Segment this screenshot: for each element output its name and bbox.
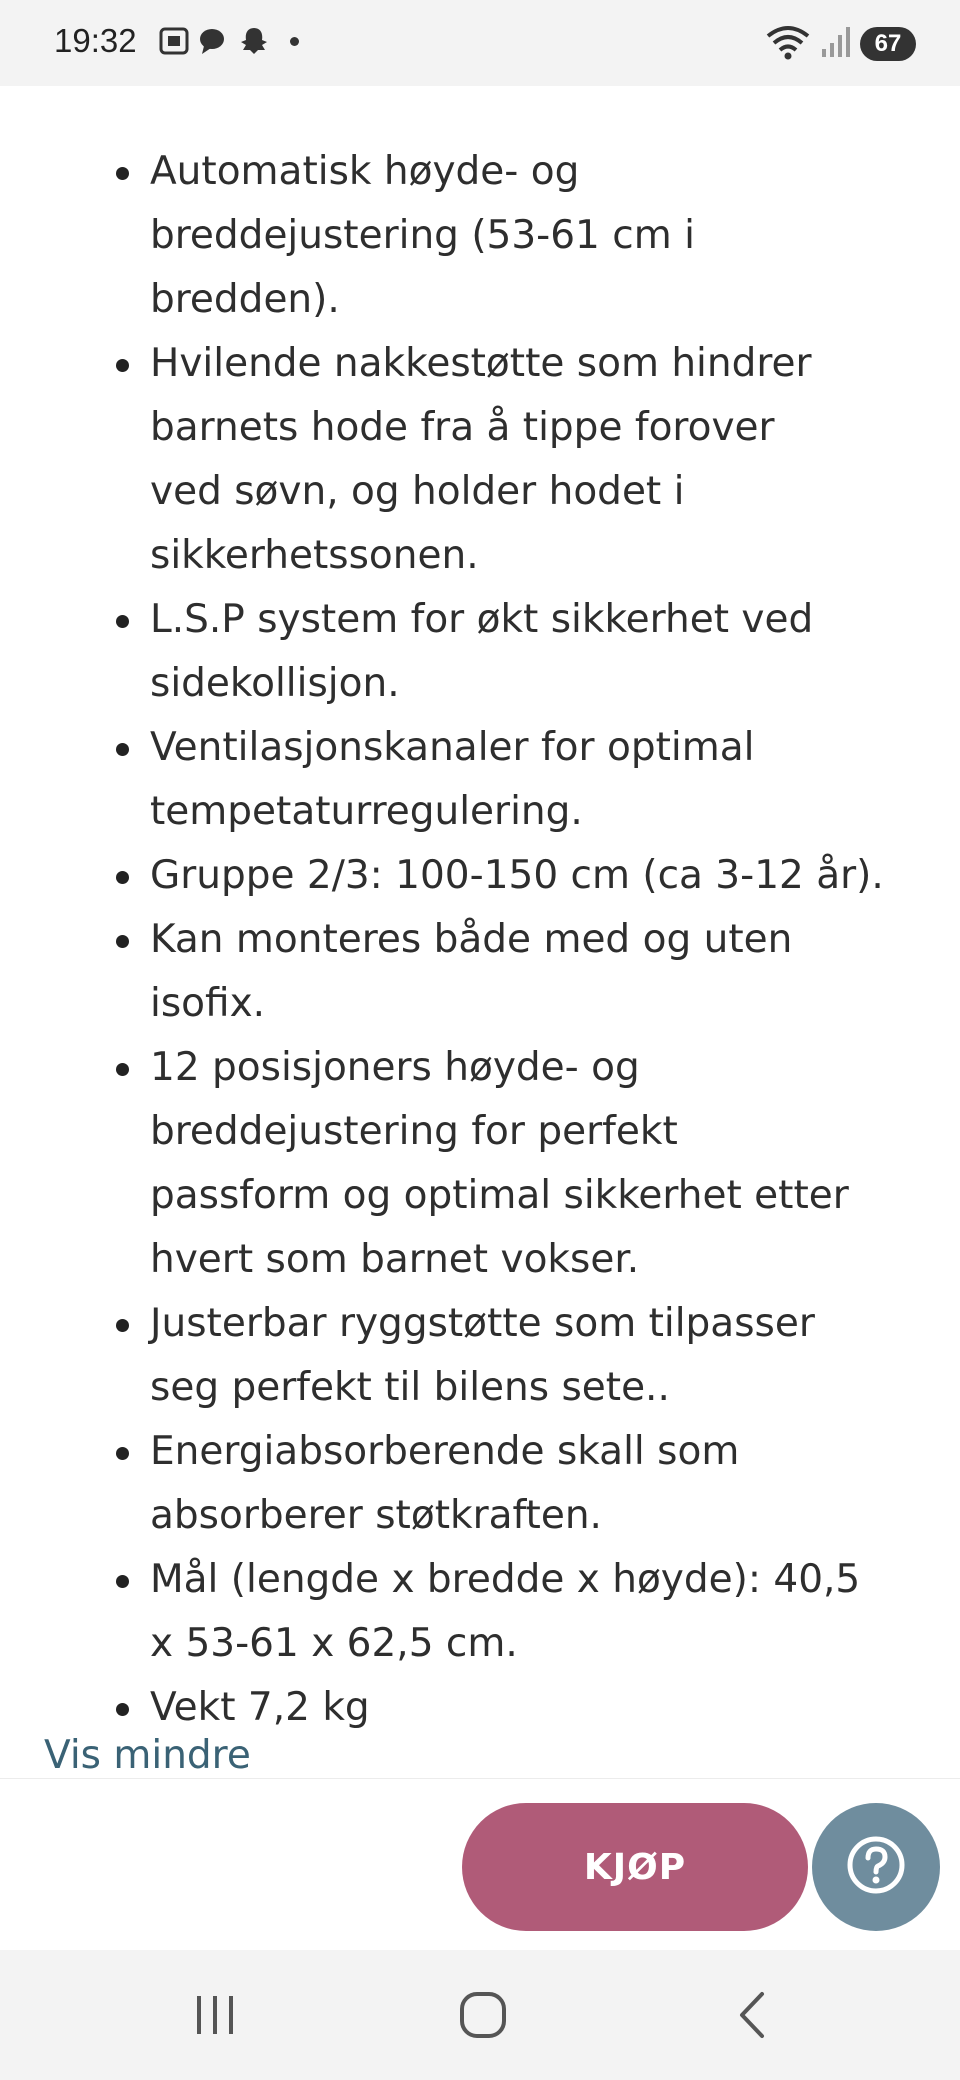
feature-text-line: passform og optimal sikkerhet etter (150, 1173, 849, 1218)
feature-item (0, 1292, 960, 1420)
screenshot-icon (158, 26, 190, 56)
feature-text-line: barnets hode fra å tippe forover (150, 405, 775, 450)
feature-text-line: Vekt 7,2 kg (150, 1685, 370, 1730)
feature-text-line: seg perfekt til bilens sete.. (150, 1365, 670, 1410)
feature-item (0, 1420, 960, 1548)
bullet-icon (116, 743, 129, 756)
feature-text-line: hvert som barnet vokser. (150, 1237, 640, 1282)
notification-dot (290, 37, 299, 46)
feature-text-line: Energiabsorberende skall som (150, 1429, 740, 1474)
feature-text-line: absorberer støtkraften. (150, 1493, 602, 1538)
bullet-icon (116, 871, 129, 884)
feature-list (0, 140, 960, 1740)
chat-icon (198, 26, 230, 56)
buy-button[interactable]: KJØP (462, 1803, 808, 1931)
feature-text-line: breddejustering for perfekt (150, 1109, 678, 1154)
status-time: 19:32 (54, 22, 137, 59)
bullet-icon (116, 615, 129, 628)
status-icons-left (158, 26, 299, 56)
status-bar (0, 0, 960, 86)
feature-text-line: breddejustering (53-61 cm i (150, 213, 695, 258)
feature-text-line: isofix. (150, 981, 266, 1026)
feature-item (0, 908, 960, 1036)
status-icons-right (766, 24, 916, 64)
feature-text-line: bredden). (150, 277, 340, 322)
bullet-icon (116, 1063, 129, 1076)
back-icon[interactable] (728, 1990, 778, 2040)
feature-text-line: Ventilasjonskanaler for optimal (150, 725, 755, 770)
feature-text-line: Automatisk høyde- og (150, 149, 580, 194)
feature-text-line: tempetaturregulering. (150, 789, 583, 834)
question-icon (841, 1830, 911, 1904)
feature-item (0, 140, 960, 332)
feature-text-line: Gruppe 2/3: 100-150 cm (ca 3-12 år). (150, 853, 884, 898)
product-description (0, 86, 960, 1778)
bullet-icon (116, 1575, 129, 1588)
feature-item (0, 588, 960, 716)
battery-indicator: 67 (860, 27, 916, 61)
feature-text-line: L.S.P system for økt sikkerhet ved (150, 597, 814, 642)
feature-text-line: Kan monteres både med og uten (150, 917, 793, 962)
snapchat-icon (238, 26, 270, 56)
feature-text-line: Mål (lengde x bredde x høyde): 40,5 (150, 1557, 861, 1602)
feature-text-line: Justerbar ryggstøtte som tilpasser (150, 1301, 815, 1346)
feature-text-line: sikkerhetssonen. (150, 533, 479, 578)
feature-item (0, 1676, 960, 1740)
bullet-icon (116, 359, 129, 372)
help-button[interactable] (812, 1803, 940, 1931)
feature-item (0, 332, 960, 588)
feature-item (0, 1036, 960, 1292)
feature-item (0, 1548, 960, 1676)
bullet-icon (116, 935, 129, 948)
signal-icon (820, 25, 850, 63)
wifi-icon (766, 24, 810, 64)
feature-text-line: sidekollisjon. (150, 661, 400, 706)
home-icon[interactable] (458, 1990, 508, 2040)
bullet-icon (116, 1703, 129, 1716)
bullet-icon (116, 1447, 129, 1460)
feature-text-line: 12 posisjoners høyde- og (150, 1045, 640, 1090)
show-less-link[interactable]: Vis mindre (44, 1733, 251, 1778)
feature-text-line: x 53-61 x 62,5 cm. (150, 1621, 518, 1666)
bullet-icon (116, 1319, 129, 1332)
action-bar (0, 1778, 960, 1951)
bullet-icon (116, 167, 129, 180)
feature-item (0, 844, 960, 908)
feature-item (0, 716, 960, 844)
feature-text-line: ved søvn, og holder hodet i (150, 469, 685, 514)
feature-text-line: Hvilende nakkestøtte som hindrer (150, 341, 812, 386)
recent-apps-icon[interactable] (190, 1990, 240, 2040)
system-nav-bar (0, 1950, 960, 2080)
